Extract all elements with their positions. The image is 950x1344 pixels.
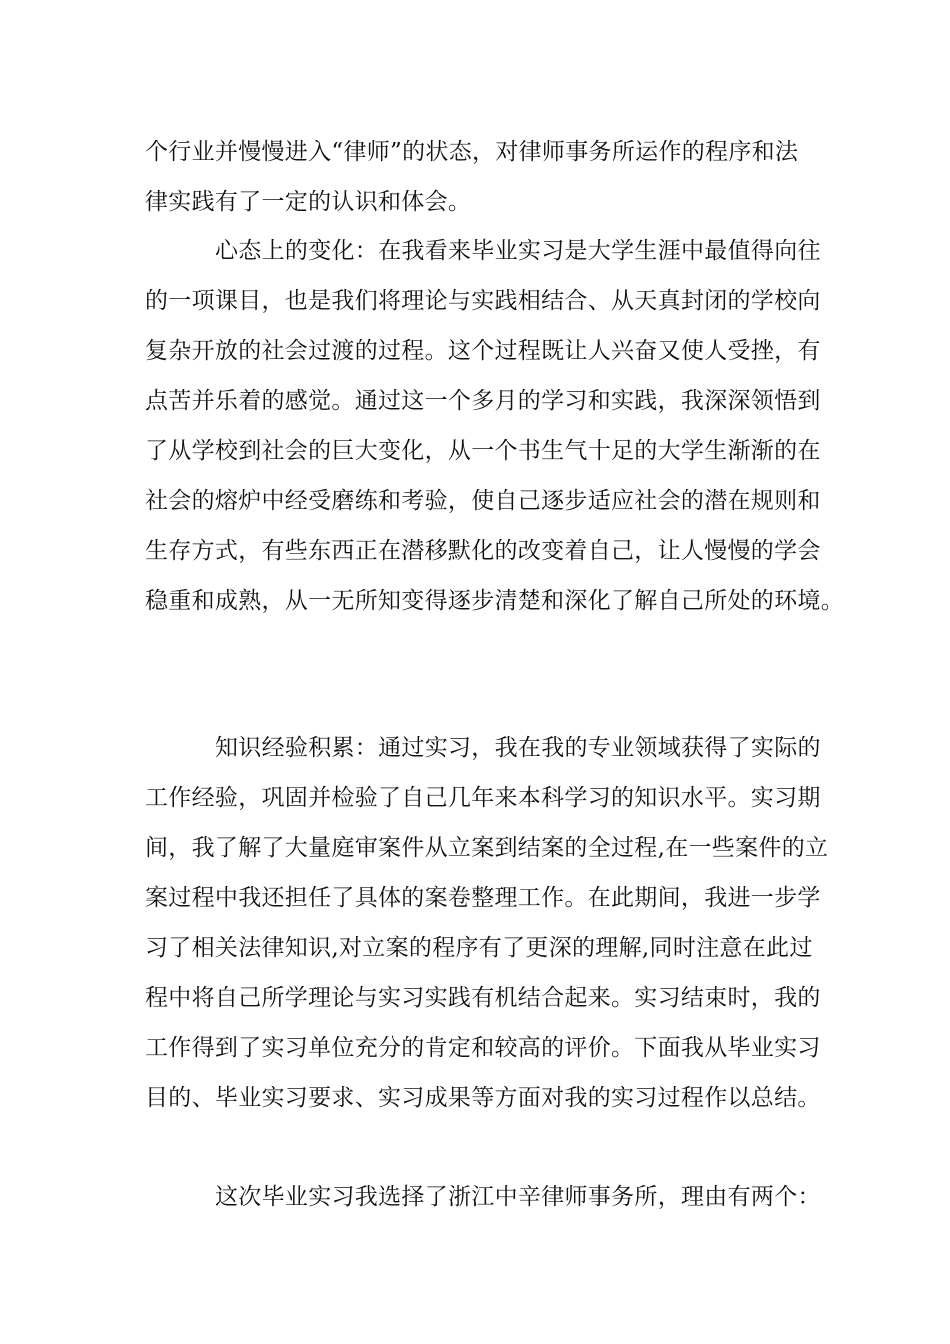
text-line: 目的、毕业实习要求、实习成果等方面对我的实习过程作以总结。 [145, 1085, 821, 1111]
text-line: 社会的熔炉中经受磨练和考验，使自己逐步适应社会的潜在规则和 [145, 488, 821, 514]
text-line: 复杂开放的社会过渡的过程。这个过程既让人兴奋又使人受挫，有 [145, 338, 821, 364]
text-line: 点苦并乐着的感觉。通过这一个多月的学习和实践，我深深领悟到 [145, 388, 821, 414]
text-line: 间，我了解了大量庭审案件从立案到结案的全过程,在一些案件的立 [145, 835, 829, 861]
text-line: 个行业并慢慢进入“律师”的状态，对律师事务所运作的程序和法 [145, 139, 799, 165]
text-line: 程中将自己所学理论与实习实践有机结合起来。实习结束时，我的 [145, 985, 821, 1011]
paragraph-first-line: 这次毕业实习我选择了浙江中辛律师事务所，理由有两个： [215, 1184, 821, 1210]
text-line: 生存方式，有些东西正在潜移默化的改变着自己，让人慢慢的学会 [145, 538, 821, 564]
paragraph-first-line: 知识经验积累：通过实习，我在我的专业领域获得了实际的 [215, 735, 821, 761]
text-line: 稳重和成熟，从一无所知变得逐步清楚和深化了解自己所处的环境。 [145, 588, 844, 614]
text-line: 工作得到了实习单位充分的肯定和较高的评价。下面我从毕业实习 [145, 1035, 821, 1061]
text-line: 案过程中我还担任了具体的案卷整理工作。在此期间，我进一步学 [145, 885, 821, 911]
paragraph-first-line: 心态上的变化：在我看来毕业实习是大学生涯中最值得向往 [215, 238, 821, 264]
text-line: 的一项课目，也是我们将理论与实践相结合、从天真封闭的学校向 [145, 288, 821, 314]
text-line: 律实践有了一定的认识和体会。 [145, 189, 472, 215]
text-line: 了从学校到社会的巨大变化，从一个书生气十足的大学生渐渐的在 [145, 438, 821, 464]
text-line: 习了相关法律知识,对立案的程序有了更深的理解,同时注意在此过 [145, 935, 813, 961]
text-line: 工作经验，巩固并检验了自己几年来本科学习的知识水平。实习期 [145, 785, 821, 811]
